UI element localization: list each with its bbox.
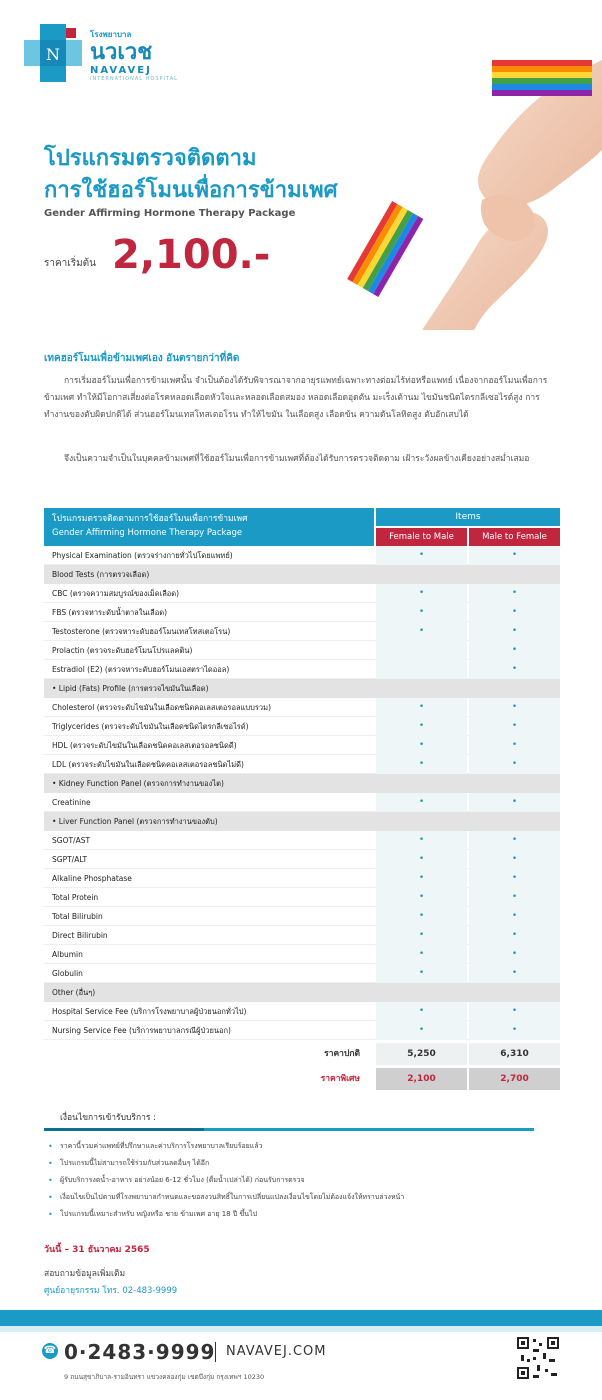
normal-price-label: ราคาปกติ	[324, 1049, 360, 1059]
table-category-row	[44, 983, 560, 1002]
row-label: Alkaline Phosphatase	[52, 874, 132, 883]
conditions-list	[48, 1138, 548, 1223]
mtf-included-cell: •	[469, 755, 560, 774]
mtf-included-cell: •	[469, 1021, 560, 1040]
row-label: Albumin	[52, 950, 83, 959]
table-body	[44, 546, 560, 1040]
ftm-included-cell	[376, 812, 467, 831]
table-row	[44, 869, 560, 888]
special-price-row	[44, 1068, 560, 1090]
row-label: • Kidney Function Panel (ตรวจการทำงานของไต)	[52, 779, 224, 788]
hero-hands-image	[302, 0, 602, 330]
intro-paragraph-1: การเริ่มฮอร์โมนเพื่อการข้ามเพศนั้น จำเป็นต้องได้รับพิจารณาจากอายุรแพทย์เฉพาะทางต่อมไร้ท่อหรือแพทย์ เนื่องจากฮอร์โมนเพื่อการข้ามเพศ ทำให้มีโอกาสเสี่ยงต่อโรคหลอดเลือดหัวใจและหลอดเลือดสมอง หลอดเลือดอุดตัน มะเร็งเต้านม ไขมันชนิดไตรกลีเซอไรด์สูง การทำงานของตับผิดปกติได้ ส่วนฮอร์โมนเทสโทสเตอโรน ทำให้ไขมัน ในเลือดสูง เลือดข้น ความดันโลหิตสูง ตับอักเสบได้	[44, 376, 548, 420]
normal-price-mtf: 6,310	[469, 1043, 560, 1065]
ftm-included-cell	[376, 565, 467, 584]
ftm-included-cell: •	[376, 850, 467, 869]
table-row	[44, 793, 560, 812]
condition-text: ราคานี้รวมค่าแพทย์ที่ปรึกษาและค่าบริการโรงพยาบาลเรียบร้อยแล้ว	[60, 1142, 263, 1150]
mtf-included-cell: •	[469, 926, 560, 945]
table-row	[44, 736, 560, 755]
row-label: Triglycerides (ตรวจระดับไขมันในเลือดชนิดไตรกลีเซอไรด์)	[52, 722, 249, 731]
row-label: Other (อื่นๆ)	[52, 988, 96, 997]
conditions-heading: เงื่อนไขการเข้ารับบริการ :	[60, 1113, 157, 1123]
mtf-included-cell	[469, 565, 560, 584]
condition-text: โปรแกรมนี้เหมาะสำหรับ หญิงหรือ ชาย ข้ามเพศ อายุ 18 ปี ขึ้นไป	[60, 1210, 258, 1218]
package-table	[44, 508, 560, 1090]
mtf-included-cell: •	[469, 1002, 560, 1021]
condition-text: ผู้รับบริการงดน้ำ-อาหาร อย่างน้อย 6-12 ชั่วโมง (ดื่มน้ำเปล่าได้) ก่อนรับการตรวจ	[60, 1176, 305, 1184]
special-price-label: ราคาพิเศษ	[320, 1074, 360, 1084]
table-row	[44, 926, 560, 945]
table-row	[44, 603, 560, 622]
row-label: LDL (ตรวจระดับไขมันในเลือดชนิดคอเลสเตอรอลชนิดไม่ดี)	[52, 760, 244, 769]
intro-paragraph-2: จึงเป็นความจำเป็นในบุคคลข้ามเพศที่ใช้ฮอร์โมนเพื่อการข้ามเพศที่ต้องได้รับการตรวจติดตาม เฝ้าระวังผลข้างเคียงอย่างสม่ำเสมอ	[64, 454, 530, 464]
mtf-included-cell: •	[469, 698, 560, 717]
row-label: HDL (ตรวจระดับไขมันในเลือดชนิดคอเลสเตอรอลชนิดดี)	[52, 741, 237, 750]
ftm-included-cell: •	[376, 1002, 467, 1021]
mtf-included-cell: •	[469, 660, 560, 679]
row-label: Direct Bilirubin	[52, 931, 108, 940]
special-price-mtf: 2,700	[469, 1068, 560, 1090]
ftm-included-cell	[376, 641, 467, 660]
logo-en-name: NAVAVEJ	[90, 65, 152, 76]
mtf-included-cell: •	[469, 622, 560, 641]
starting-price-label: ราคาเริ่มต้น	[44, 258, 97, 269]
contact-info-label: สอบถามข้อมูลเพิ่มเติม	[44, 1269, 126, 1279]
mtf-included-cell: •	[469, 736, 560, 755]
conditions-divider-accent	[44, 1128, 204, 1131]
bullet-icon: •	[48, 1176, 53, 1185]
table-category-row	[44, 812, 560, 831]
table-row	[44, 907, 560, 926]
ftm-included-cell: •	[376, 622, 467, 641]
table-row	[44, 660, 560, 679]
normal-price-ftm: 5,250	[376, 1043, 467, 1065]
ftm-included-cell: •	[376, 888, 467, 907]
row-label: Total Bilirubin	[52, 912, 103, 921]
footer-separator	[215, 1342, 216, 1362]
condition-text: เงื่อนไขเป็นไปตามที่โรงพยาบาลกำหนดและขอสงวนสิทธิ์ในการเปลี่ยนแปลงเงื่อนไขโดยไม่ต้องแจ้งให้ทราบล่วงหน้า	[60, 1193, 405, 1201]
footer-website[interactable]: NAVAVEJ.COM	[226, 1344, 327, 1359]
ftm-included-cell: •	[376, 1021, 467, 1040]
row-label: • Liver Function Panel (ตรวจการทำงานของตับ)	[52, 817, 218, 826]
hospital-logo	[24, 20, 184, 90]
table-header-english: Gender Affirming Hormone Therapy Package	[52, 528, 243, 538]
mtf-included-cell	[469, 812, 560, 831]
phone-icon: ☎	[42, 1343, 58, 1359]
table-header-thai: โปรแกรมตรวจติดตามการใช้ฮอร์โมนเพื่อการข้ามเพศ	[52, 514, 248, 524]
row-label: Cholesterol (ตรวจระดับไขมันในเลือดชนิดคอเลสเตอรอลแบบรวม)	[52, 703, 272, 712]
mtf-included-cell: •	[469, 584, 560, 603]
table-row	[44, 698, 560, 717]
table-row	[44, 850, 560, 869]
mtf-included-cell: •	[469, 945, 560, 964]
rainbow-bracelet-bottom	[347, 201, 423, 297]
bullet-icon: •	[48, 1159, 53, 1168]
female-to-male-header: Female to Male	[376, 528, 467, 546]
mtf-included-cell: •	[469, 793, 560, 812]
table-category-row	[44, 565, 560, 584]
ftm-included-cell: •	[376, 926, 467, 945]
ftm-included-cell: •	[376, 755, 467, 774]
title-line-1: โปรแกรมตรวจติดตาม	[44, 146, 257, 171]
validity-period: วันนี้ – 31 ธันวาคม 2565	[44, 1245, 150, 1255]
condition-item	[48, 1206, 548, 1223]
title-line-2: การใช้ฮอร์โมนเพื่อการข้ามเพศ	[44, 178, 338, 203]
table-row	[44, 622, 560, 641]
bullet-icon: •	[48, 1193, 53, 1202]
condition-text: โปรแกรมนี้ไม่สามารถใช้ร่วมกับส่วนลดอื่นๆ ได้อีก	[60, 1159, 210, 1167]
row-label: Testosterone (ตรวจหาระดับฮอร์โมนเทสโทสเตอโรน)	[52, 627, 231, 636]
ftm-included-cell: •	[376, 603, 467, 622]
table-row	[44, 755, 560, 774]
mtf-included-cell: •	[469, 888, 560, 907]
condition-item	[48, 1155, 548, 1172]
male-to-female-header: Male to Female	[469, 528, 560, 546]
special-price-ftm: 2,100	[376, 1068, 467, 1090]
table-header-title	[44, 508, 374, 546]
row-label: Globulin	[52, 969, 83, 978]
logo-thai-small: โรงพยาบาล	[90, 30, 132, 39]
table-row	[44, 546, 560, 565]
row-label: FBS (ตรวจหาระดับน้ำตาลในเลือด)	[52, 608, 168, 617]
row-label: Hospital Service Fee (บริการโรงพยาบาลผู้ป่วยนอกทั่วไป)	[52, 1007, 247, 1016]
rainbow-bracelet-top	[492, 60, 592, 96]
ftm-included-cell	[376, 983, 467, 1002]
mtf-included-cell: •	[469, 907, 560, 926]
ftm-included-cell	[376, 660, 467, 679]
table-category-row	[44, 679, 560, 698]
mtf-included-cell: •	[469, 850, 560, 869]
table-category-row	[44, 774, 560, 793]
table-row	[44, 945, 560, 964]
row-label: Prolactin (ตรวจระดับฮอร์โมนโปรแลคติน)	[52, 646, 193, 655]
mtf-included-cell: •	[469, 546, 560, 565]
row-label: SGOT/AST	[52, 836, 91, 845]
row-label: • Lipid (Fats) Profile (การตรวจไขมันในเลือด)	[52, 684, 209, 693]
mtf-included-cell: •	[469, 717, 560, 736]
bullet-icon: •	[48, 1142, 53, 1151]
ftm-included-cell: •	[376, 945, 467, 964]
items-header: Items	[376, 508, 560, 526]
table-row	[44, 641, 560, 660]
table-header	[44, 508, 560, 546]
mtf-included-cell: •	[469, 831, 560, 850]
row-label: Blood Tests (การตรวจเลือด)	[52, 570, 150, 579]
title-english: Gender Affirming Hormone Therapy Package	[44, 208, 296, 219]
navavej-logo-icon	[24, 24, 82, 82]
table-row	[44, 1002, 560, 1021]
mtf-included-cell: •	[469, 964, 560, 983]
row-label: CBC (ตรวจความสมบูรณ์ของเม็ดเลือด)	[52, 589, 180, 598]
footer-address: 9 ถนนสุขาภิบาล-รามอินทรา แขวงคลองกุ่ม เขตบึงกุ่ม กรุงเทพฯ 10230	[64, 1373, 265, 1381]
table-row	[44, 717, 560, 736]
ftm-included-cell: •	[376, 546, 467, 565]
condition-item	[48, 1172, 548, 1189]
ftm-included-cell	[376, 774, 467, 793]
ftm-included-cell: •	[376, 831, 467, 850]
ftm-included-cell	[376, 679, 467, 698]
normal-price-row	[44, 1043, 560, 1065]
bullet-icon: •	[48, 1210, 53, 1219]
ftm-included-cell: •	[376, 736, 467, 755]
mtf-included-cell	[469, 983, 560, 1002]
table-row	[44, 1021, 560, 1040]
row-label: Estradiol (E2) (ตรวจหาระดับฮอร์โมนเอสตราไดออล)	[52, 665, 230, 674]
footer-band	[0, 1310, 602, 1326]
row-label: SGPT/ALT	[52, 855, 88, 864]
starting-price-value: 2,100.-	[112, 232, 271, 278]
condition-item	[48, 1138, 548, 1155]
ftm-included-cell: •	[376, 907, 467, 926]
condition-item	[48, 1189, 548, 1206]
footer-phone[interactable]: 0·2483·9999	[64, 1340, 216, 1364]
footer-band-light	[0, 1326, 602, 1332]
table-row	[44, 888, 560, 907]
ftm-included-cell: •	[376, 698, 467, 717]
mtf-included-cell: •	[469, 869, 560, 888]
logo-thai-name: นวเวช	[90, 40, 153, 65]
qr-code-icon[interactable]	[515, 1335, 561, 1381]
row-label: Physical Examination (ตรวจร่างกายทั่วไปโดยแพทย์)	[52, 551, 233, 560]
table-row	[44, 831, 560, 850]
table-row	[44, 584, 560, 603]
mtf-included-cell	[469, 774, 560, 793]
ftm-included-cell: •	[376, 869, 467, 888]
ftm-included-cell: •	[376, 964, 467, 983]
row-label: Nursing Service Fee (บริการพยาบาลกรณีผู้ป่วยนอก)	[52, 1026, 231, 1035]
table-row	[44, 964, 560, 983]
logo-letter: N	[46, 45, 60, 64]
ftm-included-cell: •	[376, 584, 467, 603]
contact-phone-line[interactable]: ศูนย์อายุรกรรม โทร. 02-483-9999	[44, 1286, 178, 1296]
intro-heading: เทคฮอร์โมนเพื่อข้ามเพศเอง อันตรายกว่าที่คิด	[44, 353, 240, 364]
ftm-included-cell: •	[376, 793, 467, 812]
row-label: Creatinine	[52, 798, 91, 807]
mtf-included-cell: •	[469, 603, 560, 622]
logo-subtitle: INTERNATIONAL HOSPITAL	[90, 76, 178, 82]
row-label: Total Protein	[52, 893, 99, 902]
mtf-included-cell	[469, 679, 560, 698]
mtf-included-cell: •	[469, 641, 560, 660]
ftm-included-cell: •	[376, 717, 467, 736]
